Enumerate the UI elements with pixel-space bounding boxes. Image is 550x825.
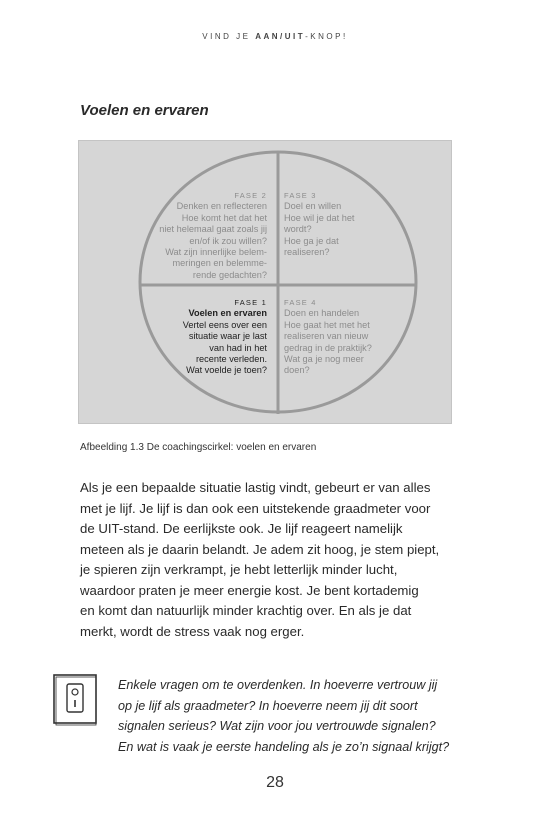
phase-label: FASE 3	[284, 191, 317, 200]
coaching-circle-diagram	[79, 141, 451, 423]
section-title: Voelen en ervaren	[80, 102, 209, 119]
quadrant-phase-2	[136, 190, 267, 281]
running-header	[0, 32, 550, 41]
light-switch-icon	[52, 673, 102, 732]
quadrant-phase-4	[284, 297, 404, 377]
running-header-suffix: -KNOP!	[305, 32, 348, 41]
quadrant-title: Doen en handelen	[284, 308, 360, 319]
quadrant-title: Voelen en ervaren	[188, 308, 267, 319]
figure-caption: Afbeelding 1.3 De coachingscirkel: voelen en ervaren	[80, 442, 317, 453]
quadrant-title: Denken en reflecteren	[176, 201, 267, 212]
body-paragraph: Als je een bepaalde situatie lastig vindt, gebeurt er van alles met je lijf. Je lijf is dan ook een uitstekende graadmeter voor de UIT-stand. De eerlijkste ook. Je lijf reageert namelijk meteen als je daarin belandt. Je adem zit hoog, je stem piept, je spieren zijn verkrampt, je hebt letterlijk minder lucht, waardoor praten je meer energie kost. Je bent kortademig en komt dan natuurlijk minder krachtig over. En als je dat merkt, wordt de stress vaak nog erger.	[80, 480, 440, 639]
quadrant-phase-1	[136, 297, 267, 377]
callout-questions: Enkele vragen om te overdenken. In hoeverre vertrouw jij op je lijf als graadmeter? In hoeverre neem jij dit soort signalen serieus? Wat zijn voor jou vertrouwde signalen? En wat is vaak je eerste handeling als je zo’n signaal krijgt?	[118, 678, 450, 754]
quadrant-title: Doel en willen	[284, 201, 342, 212]
phase-label: FASE 4	[284, 298, 317, 307]
quadrant-questions: Hoe wil je dat het wordt? Hoe ga je dat realiseren?	[284, 212, 355, 258]
coaching-circle-figure	[78, 140, 452, 424]
phase-label: FASE 1	[234, 298, 267, 307]
phase-label: FASE 2	[234, 191, 267, 200]
quadrant-questions: Hoe gaat het met het realiseren van nieuw gedrag in de praktijk? Wat ga je nog meer doen?	[284, 319, 372, 376]
running-header-bold: AAN/UIT	[255, 32, 306, 41]
quadrant-questions: Hoe komt het dat het niet helemaal gaat zoals jij en/of ik zou willen? Wat zijn innerlijke belem- meringen en belemme- rende gedachten?	[159, 212, 267, 280]
quadrant-questions: Vertel eens over een situatie waar je last van had in het recente verleden. Wat voelde je toen?	[182, 319, 267, 376]
page-number: 28	[266, 774, 284, 791]
running-header-prefix: VIND JE	[202, 32, 256, 41]
quadrant-phase-3	[284, 190, 394, 258]
